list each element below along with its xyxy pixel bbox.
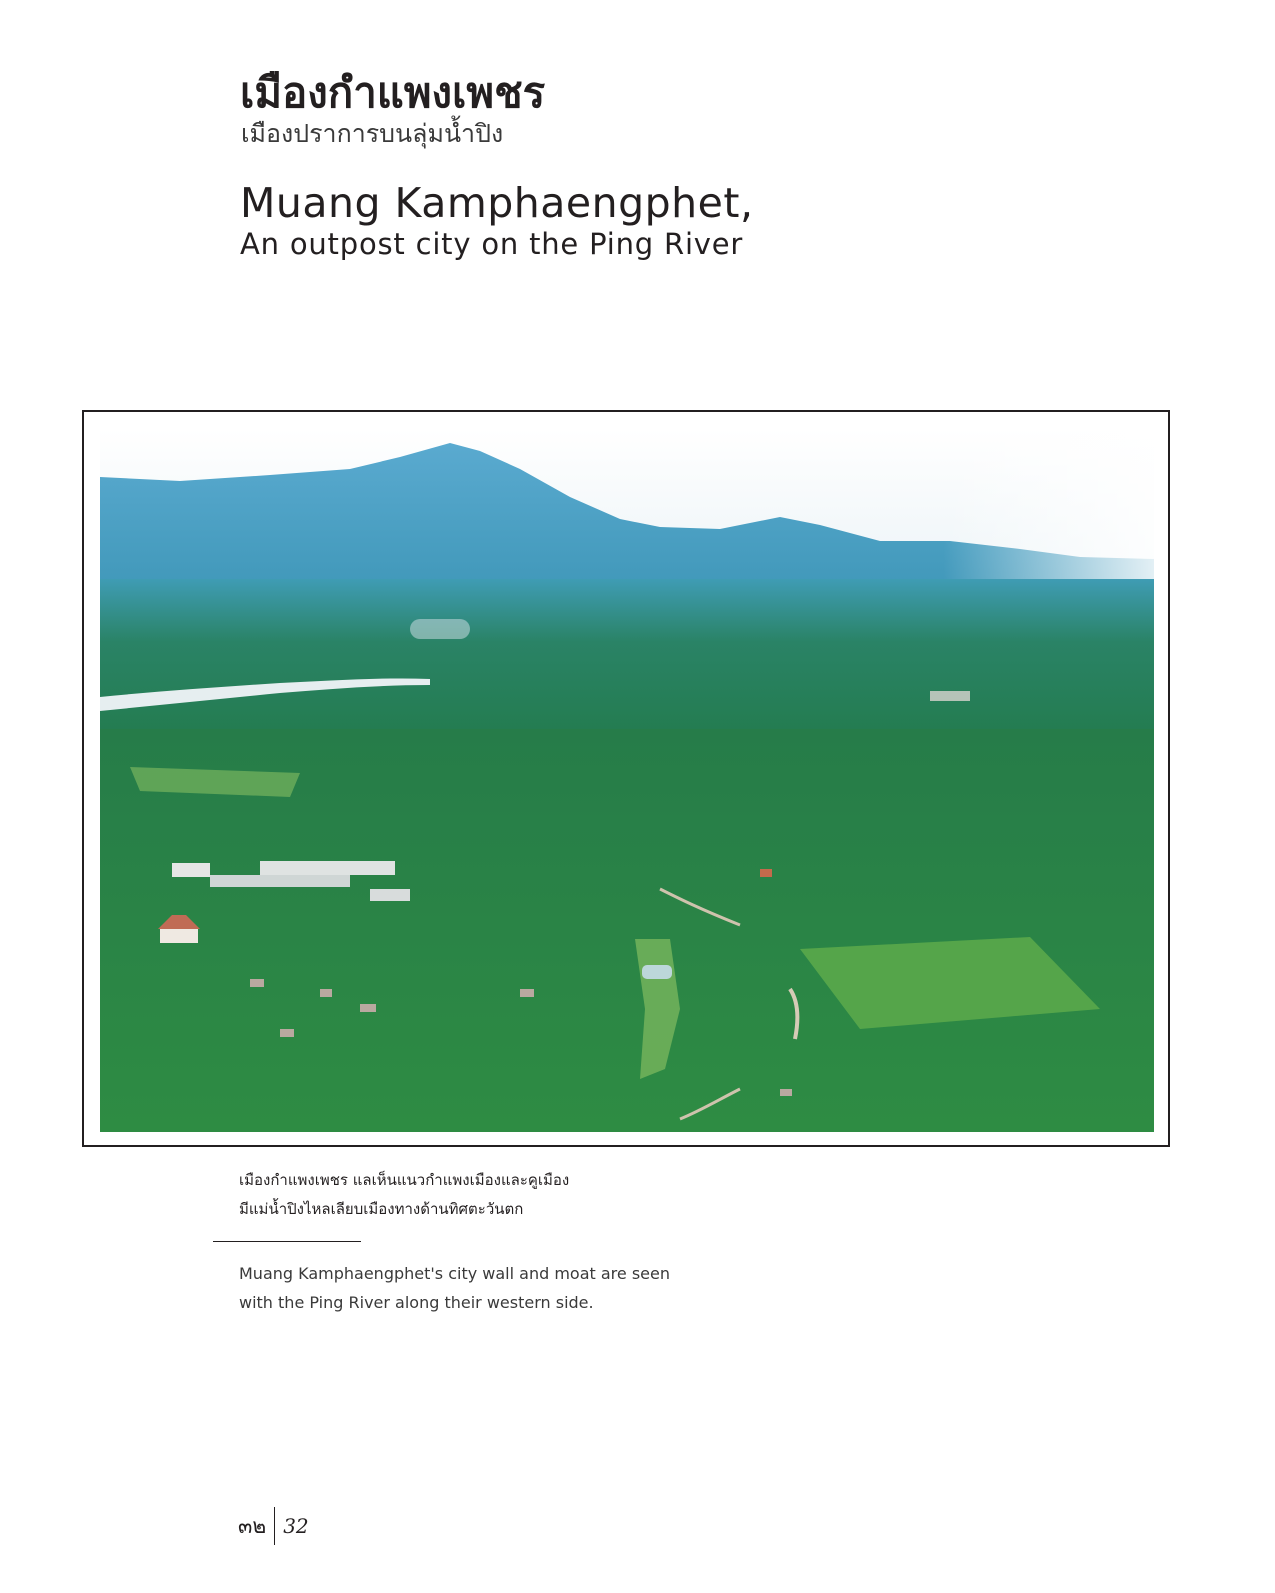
temple-wall xyxy=(160,929,198,943)
caption-english-line: with the Ping River along their western side. xyxy=(239,1293,594,1312)
distant-village xyxy=(930,691,970,701)
photo-frame xyxy=(82,410,1170,1147)
page-number xyxy=(238,1506,309,1546)
smoke xyxy=(410,619,470,639)
caption-divider xyxy=(213,1241,361,1242)
aerial-landscape-photo xyxy=(100,429,1154,1132)
caption-english-line: Muang Kamphaengphet's city wall and moat are seen xyxy=(239,1264,670,1283)
caption-thai xyxy=(239,1166,569,1224)
caption-thai-line: เมืองกำแพงเพชร แลเห็นแนวกำแพงเมืองและคูเมือง xyxy=(239,1171,570,1189)
title-thai: เมืองกำแพงเพชร xyxy=(240,68,546,117)
subtitle-english: An outpost city on the Ping River xyxy=(240,227,744,261)
mountain-haze xyxy=(100,429,1154,599)
caption-thai-line: มีแม่น้ำปิงไหลเลียบเมืองทางด้านทิศตะวันตก xyxy=(239,1200,524,1218)
caption-english xyxy=(239,1259,670,1317)
page-number-thai: ๓๒ xyxy=(238,1513,267,1538)
pond xyxy=(642,965,672,979)
page-number-arabic: 32 xyxy=(283,1514,309,1538)
title-english: Muang Kamphaengphet, xyxy=(240,179,754,227)
subtitle-thai: เมืองปราการบนลุ่มน้ำปิง xyxy=(241,119,504,148)
